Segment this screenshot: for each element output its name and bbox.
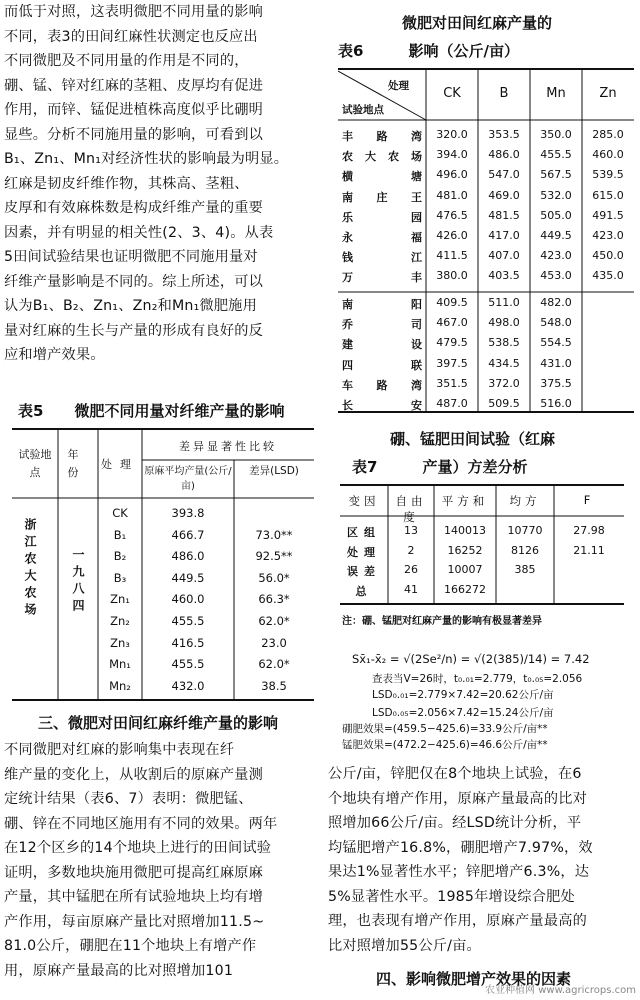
text-line: 纤维产量影响是不同的。综上所述，可以	[4, 273, 263, 290]
table6-cell-value: 285.0	[592, 128, 624, 141]
table5-cell-treatment: B₁	[113, 527, 127, 542]
table6-cell-value: 479.5	[436, 336, 468, 350]
table6-cell-site: 南庄王	[342, 190, 422, 204]
table6-cell-value: 320.0	[436, 128, 468, 141]
table5-cell-mean: 486.0	[171, 549, 205, 564]
table5-cell-mean: 432.0	[171, 678, 205, 693]
table7-cell: 166272	[444, 582, 486, 596]
table6-cell-site: 万丰	[342, 271, 422, 285]
table6-cell-value: 554.5	[540, 336, 572, 350]
table5-site: 浙江农大农场	[23, 518, 37, 620]
paragraph-section3	[4, 738, 318, 983]
text-line: 产量，其中锰肥在所有试验地块上均有增	[4, 889, 263, 905]
formula-t-table: 查表当V=26时，t₀.₀₁=2.779，t₀.₀₅=2.056	[372, 673, 583, 685]
table6-row	[338, 168, 634, 188]
table6-col-header: Zn	[599, 86, 617, 101]
table6-cell-value: 380.0	[436, 269, 468, 283]
table5-cell-mean: 460.0	[171, 592, 205, 607]
table6-cell-value: 548.0	[540, 316, 572, 330]
table6-row	[338, 229, 634, 249]
table7-cell: 区组	[347, 526, 381, 539]
watermark: 农业种植网 www.agricrops.com	[485, 985, 636, 996]
table5-cell-treatment: CK	[112, 506, 128, 520]
table6-cell-site: 车路湾	[342, 378, 422, 392]
table7-note: 注：硼、锰肥对红麻产量的影响有极显著差异	[342, 616, 542, 627]
table6-cell-site: 永福	[342, 231, 422, 244]
table6-label: 表6	[338, 42, 364, 60]
table6-row	[338, 397, 634, 417]
table6-cell-value: 467.0	[436, 316, 468, 330]
table6-cell-value: 423.0	[592, 229, 624, 242]
table5-year: 一九八四	[71, 548, 85, 616]
table6-cell-site: 长安	[342, 399, 422, 412]
text-line: 比对照增加55公斤/亩。	[328, 937, 481, 954]
table6-col-header: Mn	[546, 86, 566, 101]
table6-cell-value: 375.5	[540, 376, 572, 390]
table6-cell-site: 农大农场	[342, 150, 422, 164]
table5-title: 微肥不同用量对纤维产量的影响	[74, 402, 285, 420]
table6-cell-value: 532.0	[540, 188, 572, 202]
table6-cell-value: 539.5	[592, 168, 624, 182]
table6-row	[338, 209, 634, 229]
table6-cell-value: 350.0	[540, 128, 572, 141]
text-line: 产作用，每亩原麻产量比对照增加11.5~	[4, 913, 265, 930]
table6-row	[338, 128, 634, 148]
table7-title-line1: 硼、锰肥田间试验（红麻	[390, 430, 556, 448]
table5-header-year: 年份	[67, 448, 89, 479]
table7-cell: 2	[407, 543, 415, 557]
table5-cell-mean: 455.5	[171, 657, 205, 672]
section3-heading: 三、微肥对田间红麻纤维产量的影响	[38, 714, 279, 732]
text-line: 理，也表现有增产作用，原麻产量最高的	[328, 913, 587, 929]
table6-row	[338, 249, 634, 269]
section4-heading: 四、影响微肥增产效果的因素	[376, 970, 572, 988]
table6-cell-site: 南阳	[342, 298, 422, 311]
table5-cell-mean: 393.8	[171, 506, 205, 520]
table7-cell: 8126	[511, 543, 539, 557]
text-line: 显些。分析不同施用量的影响，可看到以	[4, 126, 263, 143]
table5-cell-treatment: Mn₁	[109, 657, 131, 672]
table7-header: 自由度	[395, 494, 427, 524]
table6-row	[338, 189, 634, 209]
text-line: 硼、锰、锌对红麻的茎粗、皮厚均有促进	[4, 77, 263, 94]
table5-cell-diff: 56.0*	[258, 570, 290, 585]
text-line: 证明，多数地块施用微肥可提高红麻原麻	[4, 864, 263, 881]
table6-cell-value: 450.0	[592, 249, 624, 263]
table6-cell-value: 481.5	[488, 208, 520, 222]
table6-cell-value: 516.0	[540, 397, 572, 410]
text-line: 均锰肥增产16.8%，硼肥增产7.97%，效	[328, 839, 593, 856]
table6-row	[338, 316, 634, 336]
table5-row	[98, 679, 314, 701]
table6-cell-value: 397.5	[436, 356, 468, 370]
table5-row	[98, 657, 314, 679]
table7-cell: 41	[404, 582, 418, 596]
table6-title-line1: 微肥对田间红麻产量的	[402, 14, 553, 32]
table6-cell-value: 567.5	[540, 168, 572, 182]
table7-header: 变因	[348, 494, 380, 508]
text-line: 硼、锌在不同地区施用有不同的效果。两年	[4, 815, 278, 832]
table7-label: 表7	[352, 458, 378, 476]
table6-cell-value: 486.0	[488, 148, 520, 162]
text-line: B₁、Zn₁、Mn₁对经济性状的影响最为明显。	[4, 151, 289, 167]
table6-cell-value: 469.0	[488, 188, 520, 202]
table6-row	[338, 336, 634, 356]
table6-cell-value: 615.0	[592, 188, 624, 202]
text-line: 5%显著性水平。1985年增设综合肥处	[328, 888, 575, 905]
table5-cell-diff: 92.5**	[255, 549, 293, 564]
table7-header: 平方和	[441, 494, 489, 508]
text-line: 维产量的变化上，从收割后的原麻产量测	[4, 766, 263, 783]
table7-cell: 140013	[444, 524, 486, 537]
table6-cell-value: 511.0	[488, 296, 520, 309]
table5-cell-treatment: B₂	[113, 549, 127, 564]
table6-cell-site: 乔司	[342, 318, 422, 332]
table6-cell-site: 乐园	[342, 210, 422, 224]
table7-cell: 21.11	[573, 543, 605, 557]
table6-cell-site: 丰路湾	[342, 130, 422, 143]
table6-cell-value: 509.5	[488, 397, 520, 410]
table5-label: 表5	[18, 402, 44, 420]
table6-cell-value: 407.0	[488, 249, 520, 263]
table6-cell-value: 460.0	[592, 148, 624, 162]
table5-header-diff: 差异(LSD)	[249, 465, 299, 477]
table6-cell-value: 423.0	[540, 249, 572, 263]
table6-cell-site: 四联	[342, 358, 422, 372]
table5-header-mean: 原麻平均产量(公斤/亩)	[144, 466, 232, 492]
paragraph-continued	[328, 762, 636, 958]
table5-cell-treatment: Mn₂	[109, 678, 131, 693]
table6-cell-value: 538.5	[488, 336, 520, 350]
text-line: 果达1%显著性水平；锌肥增产6.3%，达	[328, 864, 590, 880]
table6-cell-value: 372.0	[488, 376, 520, 390]
table6-cell-value: 394.0	[436, 148, 468, 162]
table7-cell: 26	[404, 563, 418, 576]
text-line: 应和增产效果。	[4, 347, 105, 363]
table7-cell: 总	[355, 584, 373, 598]
text-line: 用，原麻产量最高的比对照增加101	[4, 962, 234, 979]
table5-header-significance: 差异显著性比较	[179, 440, 277, 453]
paragraph-conclusion	[4, 0, 318, 368]
formula-se: Sx̄₁-x̄₂ = √(2Se²/n) = √(2(385)/14) = 7.42	[352, 652, 590, 666]
table7-header: F	[583, 493, 595, 507]
table5-cell-diff: 38.5	[261, 678, 287, 693]
table6-cell-value: 434.5	[488, 356, 520, 370]
text-line: 5田间试验结果也证明微肥不同施用量对	[4, 249, 258, 265]
table6-cell-site: 建设	[342, 338, 422, 352]
table5-cell-diff: 62.0*	[258, 657, 290, 672]
table5-row	[98, 614, 314, 636]
table7-cell: 误差	[347, 565, 381, 578]
text-line: 皮厚和有效麻株数是构成纤维产量的重要	[4, 200, 263, 216]
text-line: 而低于对照，这表明微肥不同用量的影响	[4, 4, 263, 20]
table6-cell-value: 498.0	[488, 316, 520, 330]
table6-header-site: 试验地点	[342, 104, 384, 116]
table5-cell-diff: 73.0**	[255, 527, 293, 542]
table6-cell-value: 417.0	[488, 229, 520, 242]
table6-cell-value: 403.5	[488, 269, 520, 283]
table6-cell-value: 426.0	[436, 229, 468, 242]
table6-row	[338, 148, 634, 168]
table6-cell-value: 455.5	[540, 148, 572, 162]
formula-lsd01: LSD₀.₀₁=2.779×7.42=20.62公斤/亩	[372, 689, 554, 701]
table5-cell-mean: 466.7	[171, 527, 205, 542]
text-line: 认为B₁、B₂、Zn₁、Zn₂和Mn₁微肥施用	[4, 298, 258, 314]
table5-cell-treatment: Zn₁	[110, 592, 130, 607]
table7-caption	[352, 456, 528, 477]
table5-cell-treatment: Zn₂	[110, 614, 130, 628]
table5-header-treatment: 处理	[101, 458, 139, 471]
table6-cell-value: 431.0	[540, 356, 572, 370]
table6-row	[338, 269, 634, 289]
text-line: 因素，并有明显的相关性(2、3、4)。从表	[4, 224, 274, 241]
table7-cell: 处理	[347, 545, 381, 559]
table6-cell-value: 476.5	[436, 208, 468, 222]
table6-cell-value: 353.5	[488, 128, 520, 141]
table6-row	[338, 377, 634, 397]
table5-row	[98, 506, 314, 528]
text-line: 公斤/亩，锌肥仅在8个地块上试验，在6	[328, 766, 582, 782]
text-line: 量对红麻的生长与产量的形成有良好的反	[4, 322, 263, 339]
table5-cell-diff: 66.3*	[258, 592, 290, 607]
table6-cell-value: 487.0	[436, 397, 468, 410]
table5-row	[98, 528, 314, 550]
table5-cell-treatment: B₃	[113, 570, 127, 585]
table6-cell-value: 435.0	[592, 269, 624, 283]
table7-cell: 385	[514, 563, 536, 576]
table5-cell-diff: 62.0*	[258, 614, 290, 628]
text-line: 作用，而锌、锰促进植株高度似乎比硼明	[4, 102, 263, 118]
table6-header-treatment: 处理	[388, 80, 409, 92]
table7-cell: 27.98	[573, 524, 605, 537]
table5-row	[98, 592, 314, 614]
table6-cell-value: 409.5	[436, 296, 468, 309]
table6-col-header: B	[499, 86, 509, 101]
table7-cell: 13	[404, 524, 418, 537]
table5-cell-mean: 455.5	[171, 614, 205, 628]
table6-cell-value: 496.0	[436, 168, 468, 182]
table7-cell: 16252	[447, 543, 483, 557]
table6-row	[338, 357, 634, 377]
table5-row	[98, 571, 314, 593]
table7-cell: 10770	[507, 524, 543, 537]
formula-lsd05: LSD₀.₀₅=2.056×7.42=15.24公斤/亩	[372, 707, 554, 719]
table6-cell-value: 491.5	[592, 208, 624, 222]
text-line: 不同微肥对红麻的影响集中表现在纤	[4, 742, 235, 758]
table6-cell-value: 481.0	[436, 188, 468, 202]
table6-row	[338, 296, 634, 316]
table5-caption	[18, 400, 318, 421]
table5-header-site: 试验地点	[18, 448, 52, 479]
table6-cell-value: 411.5	[436, 249, 468, 263]
table6-cell-site: 钱江	[342, 251, 422, 265]
table5-row	[98, 549, 314, 571]
table6-cell-value: 449.5	[540, 229, 572, 242]
table5-cell-mean: 449.5	[171, 570, 205, 585]
text-line: 个地块有增产作用，原麻产量最高的比对	[328, 790, 587, 807]
table5-cell-diff: 23.0	[261, 635, 287, 650]
table7-header: 均方	[509, 494, 541, 508]
table6-cell-value: 351.5	[436, 376, 468, 390]
text-line: 定统计结果（表6、7）表明：微肥锰、	[4, 791, 253, 807]
table6-col-header: CK	[443, 86, 461, 101]
table6-title-line2: 影响（公斤/亩）	[408, 42, 520, 60]
text-line: 81.0公斤，硼肥在11个地块上有增产作	[4, 938, 257, 954]
table6-cell-site: 横塘	[342, 170, 422, 184]
table6-cell-value: 505.0	[540, 208, 572, 222]
table5-row	[98, 636, 314, 658]
formula-boron-effect: 硼肥效果=(459.5−425.6)=33.9公斤/亩**	[342, 723, 548, 735]
formula-manganese-effect: 锰肥效果=(472.2−425.6)=46.6公斤/亩**	[342, 739, 548, 751]
table5-cell-mean: 416.5	[171, 635, 205, 650]
text-line: 不同微肥及不同用量的作用是不同的，	[4, 53, 249, 69]
table6-caption	[338, 40, 519, 61]
text-line: 照增加66公斤/亩。经LSD统计分析，平	[328, 815, 582, 831]
table7-title-line2: 产量）方差分析	[422, 458, 528, 476]
text-line: 不同，表3的田间红麻性状测定也反应出	[4, 28, 258, 45]
text-line: 在12个区乡的14个地块上进行的田间试验	[4, 840, 272, 856]
table7-cell: 10007	[447, 563, 483, 576]
table5-cell-treatment: Zn₃	[110, 635, 130, 650]
table6-cell-value: 453.0	[540, 269, 572, 283]
table6-cell-value: 482.0	[540, 296, 572, 309]
table6-cell-value: 547.0	[488, 168, 520, 182]
text-line: 红麻是韧皮纤维作物，其株高、茎粗、	[4, 175, 249, 192]
